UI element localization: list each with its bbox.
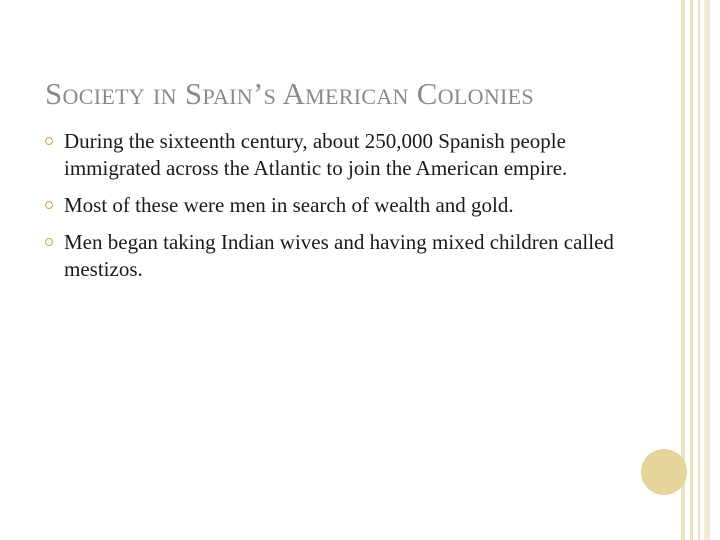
bullet-item (44, 229, 624, 283)
bullet-circle-icon (45, 238, 53, 246)
bullet-text: Most of these were men in search of wealth and gold. (64, 193, 514, 217)
decorative-rule (704, 0, 710, 540)
bullet-circle-icon (45, 137, 53, 145)
slide-title: Society in Spain’s American Colonies (45, 76, 534, 111)
bullet-list (44, 128, 624, 293)
decorative-circle (642, 450, 686, 494)
bullet-circle-icon (45, 201, 53, 209)
bullet-item (44, 192, 624, 219)
bullet-item (44, 128, 624, 182)
decorative-rule (698, 0, 700, 540)
bullet-text: Men began taking Indian wives and having mixed children called mestizos. (64, 230, 614, 281)
bullet-text: During the sixteenth century, about 250,000 Spanish people immigrated across the Atlantic to join the American empire. (64, 129, 568, 180)
decorative-rule (690, 0, 693, 540)
